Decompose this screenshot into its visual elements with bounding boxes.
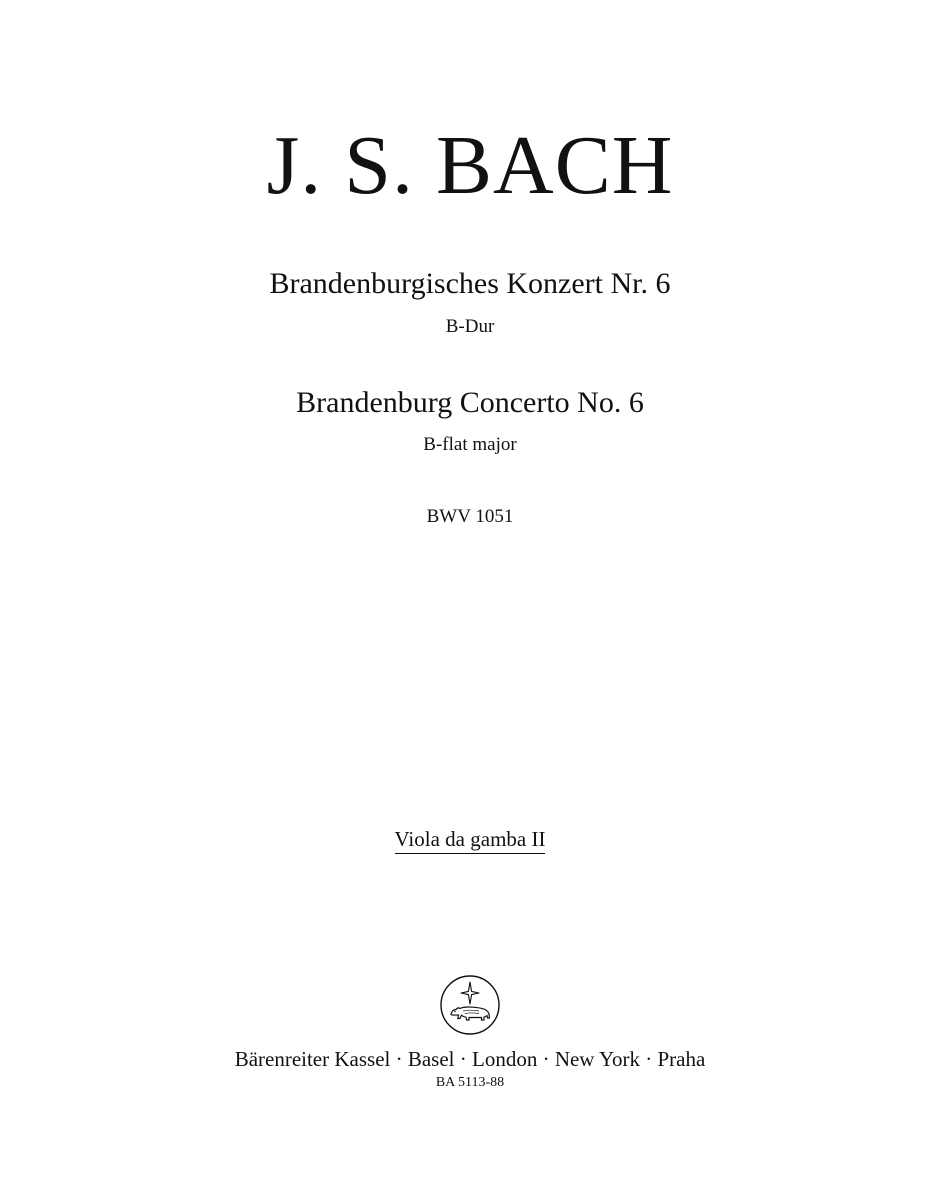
title-german: Brandenburgisches Konzert Nr. 6 bbox=[269, 267, 671, 300]
publisher-line: Bärenreiter Kassel · Basel · London · New York · Praha bbox=[234, 1047, 706, 1071]
part-name: Viola da gamba II bbox=[395, 826, 546, 854]
composer-name: J. S. BACH bbox=[266, 119, 674, 212]
key-german: B-Dur bbox=[445, 316, 495, 337]
part-label-container bbox=[0, 826, 940, 854]
catalog-number: BWV 1051 bbox=[426, 506, 514, 527]
edition-number: BA 5113-88 bbox=[435, 1075, 505, 1090]
title-english: Brandenburg Concerto No. 6 bbox=[296, 386, 644, 419]
baerenreiter-bear-star-icon bbox=[439, 974, 501, 1036]
key-english: B-flat major bbox=[423, 434, 517, 455]
